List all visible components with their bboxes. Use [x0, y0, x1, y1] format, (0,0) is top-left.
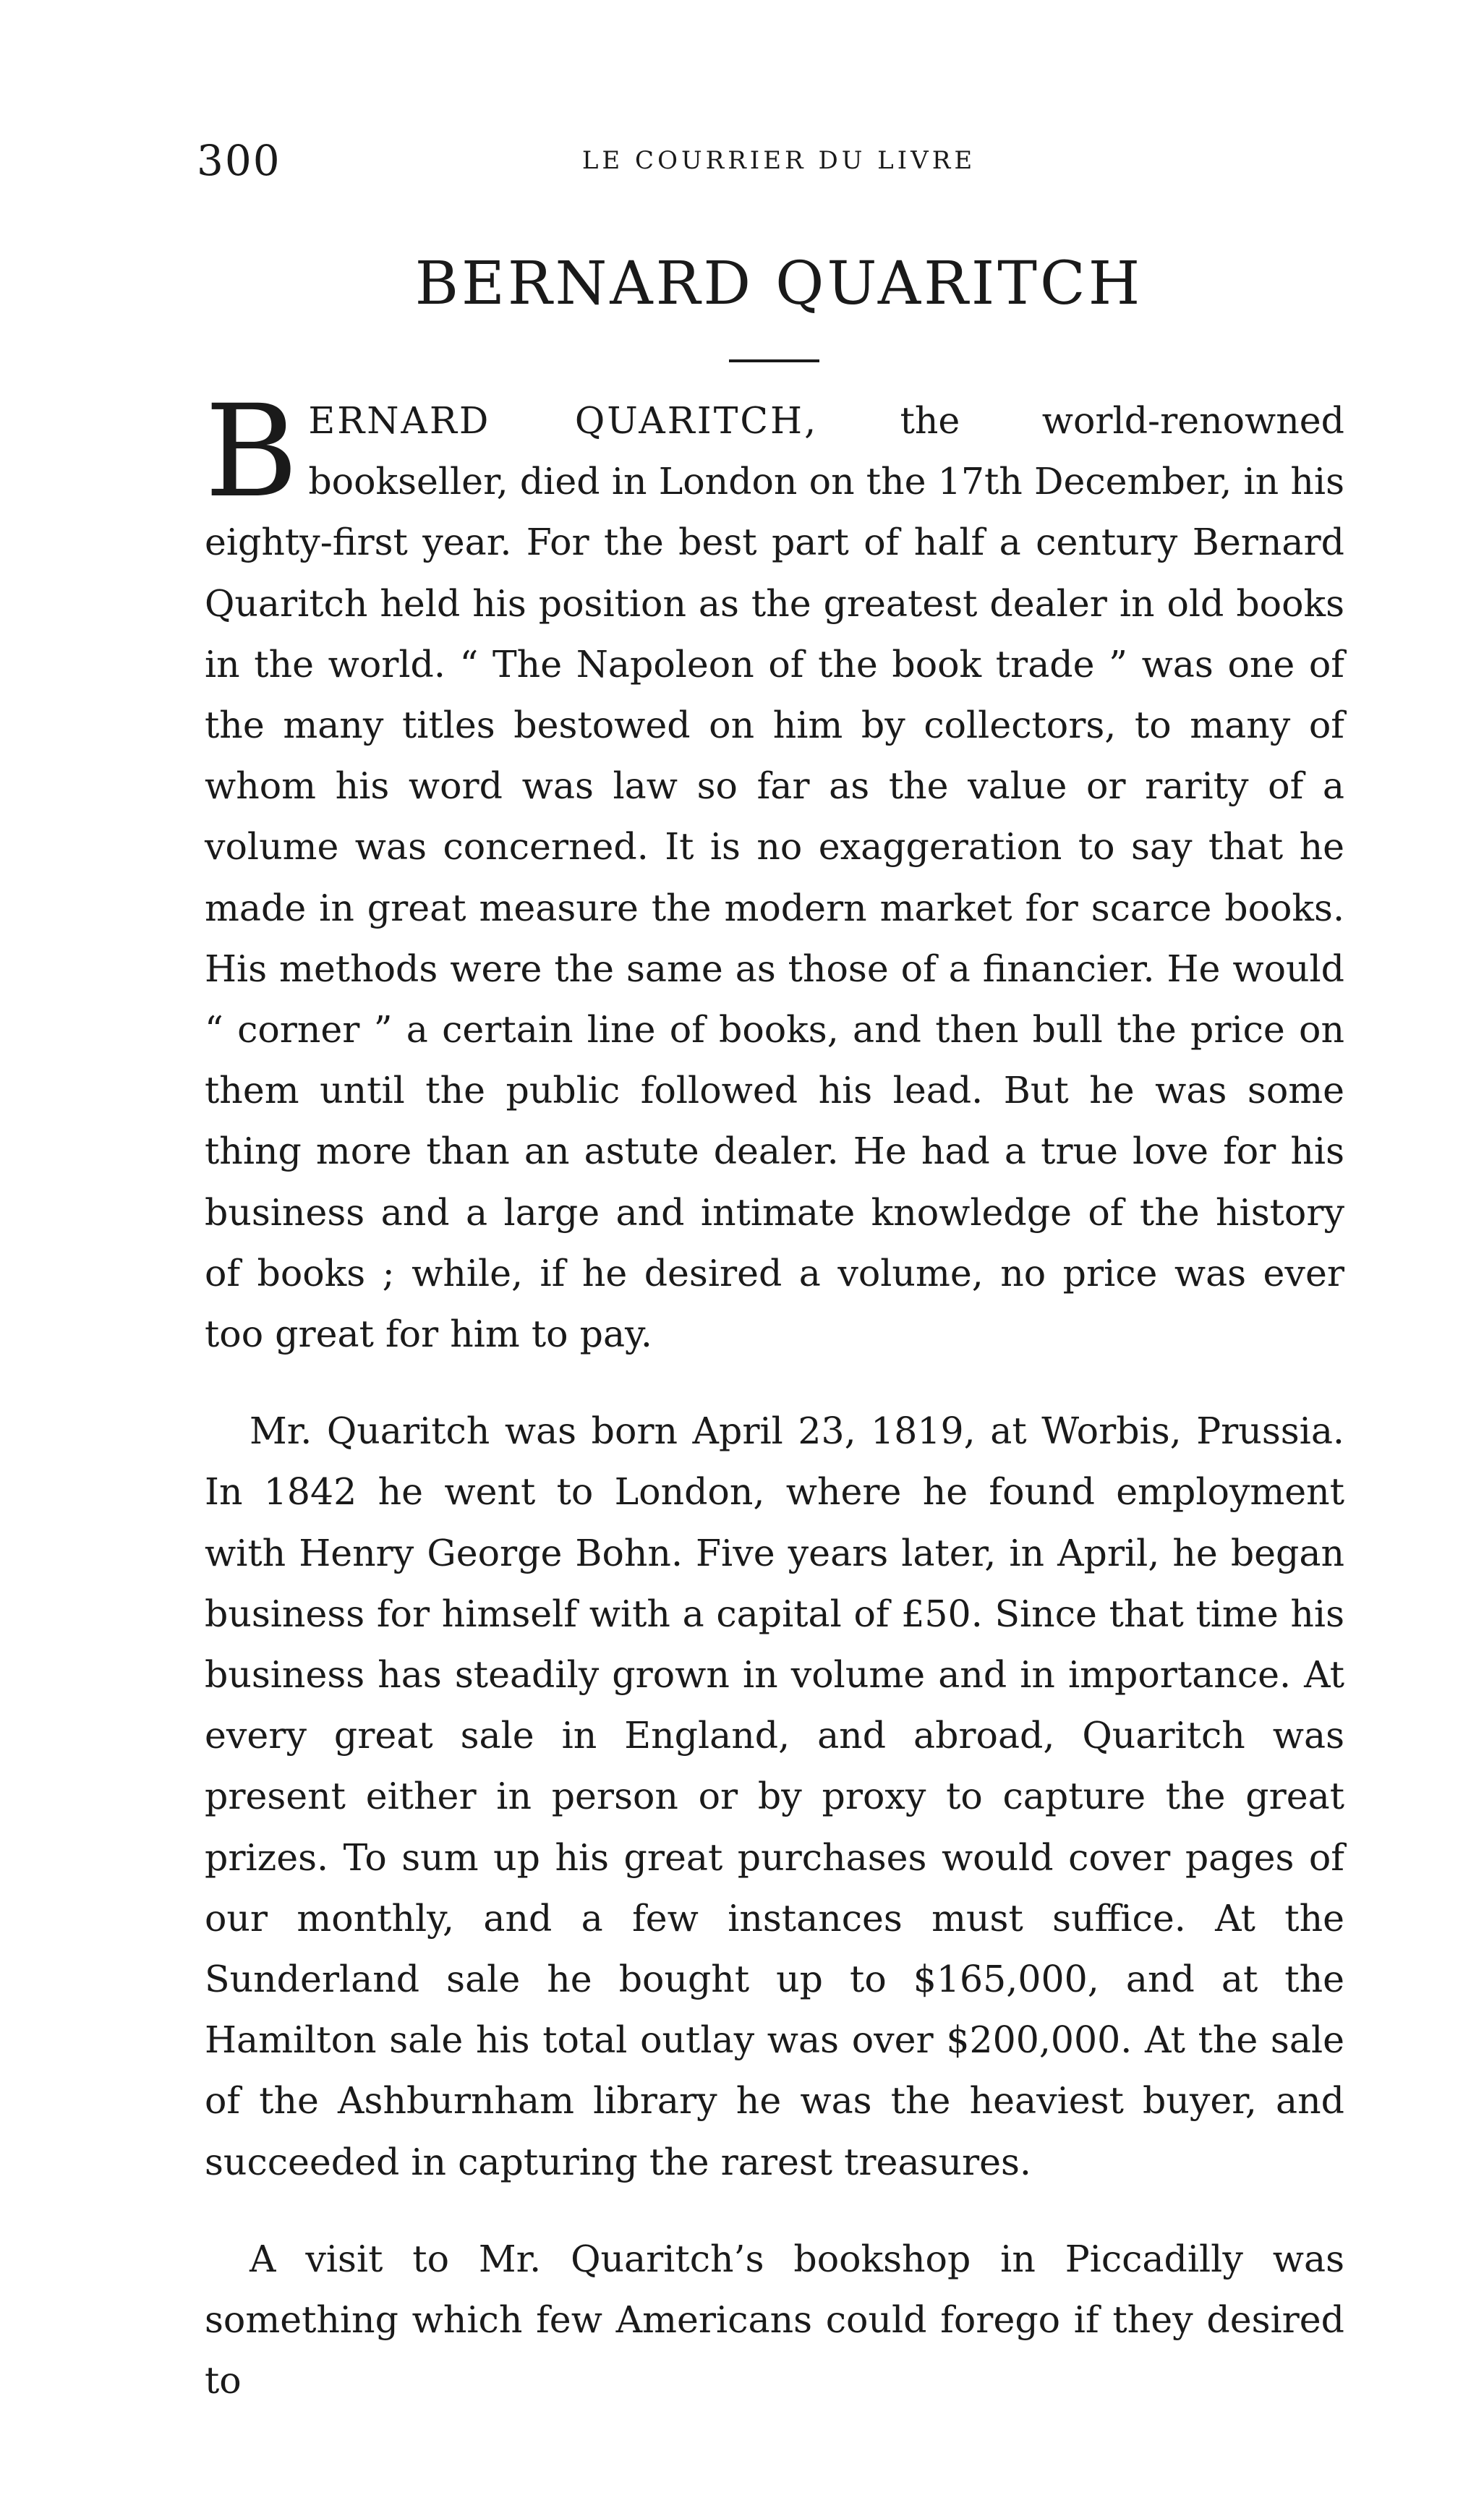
page-number: 300 — [197, 136, 281, 185]
paragraph-1-text: the world-renowned bookseller, died in London on the 17th December, in his eighty-first year. For the best part of half a century Bernard Quaritch held his position as the greatest dealer in old books in the world. “ The Napoleon of the book trade ” was one of the many titles bestowed on him by collectors, to many of whom his word was law so far as the value or rarity of a volume was concerned. It is no exaggeration to say that he made in great measure the modern market for scarce books. His methods were the same as those of a financier. He would “ corner ” a certain line of books, and then bull the price on them until the public followed his lead. But he was some thing more than an astute dealer. He had a true love for his business and a large and intimate knowledge of the history of books ; while, if he desired a volume, no price was ever too great for him to pay. — [205, 399, 1344, 1356]
lead-caps: ERNARD QUARITCH, — [308, 399, 819, 442]
article-title: BERNARD QUARITCH — [414, 250, 1143, 318]
journal-title: LE COURRIER DU LIVRE — [581, 146, 976, 175]
paragraph-2: Mr. Quaritch was born April 23, 1819, at Worbis, Prussia. In 1842 he went to London, where he found employment with Henry George Bohn. Five years later, in April, he began business for himself with a capital of £50. Since that time his business has steadily grown in volume and in importance. At every great sale in England, and abroad, Quaritch was present either in person or by proxy to capture the great prizes. To sum up his great purchases would cover pages of our monthly, and a few instances must suffice. At the Sunderland sale he bought up to $165,000, and at the Hamilton sale his total outlay was over $200,000. At the sale of the Ashburnham library he was the heaviest buyer, and succeeded in capturing the rarest treasures. — [205, 1410, 1344, 2183]
title-rule — [729, 359, 819, 362]
paragraph-1 — [205, 378, 1344, 1365]
drop-cap: B — [205, 378, 299, 526]
paragraph-3: A visit to Mr. Quaritch’s bookshop in Piccadilly was something which few Americans could forego if they desired to — [205, 2237, 1344, 2402]
article-body — [205, 378, 1344, 2412]
running-head — [197, 136, 1361, 187]
